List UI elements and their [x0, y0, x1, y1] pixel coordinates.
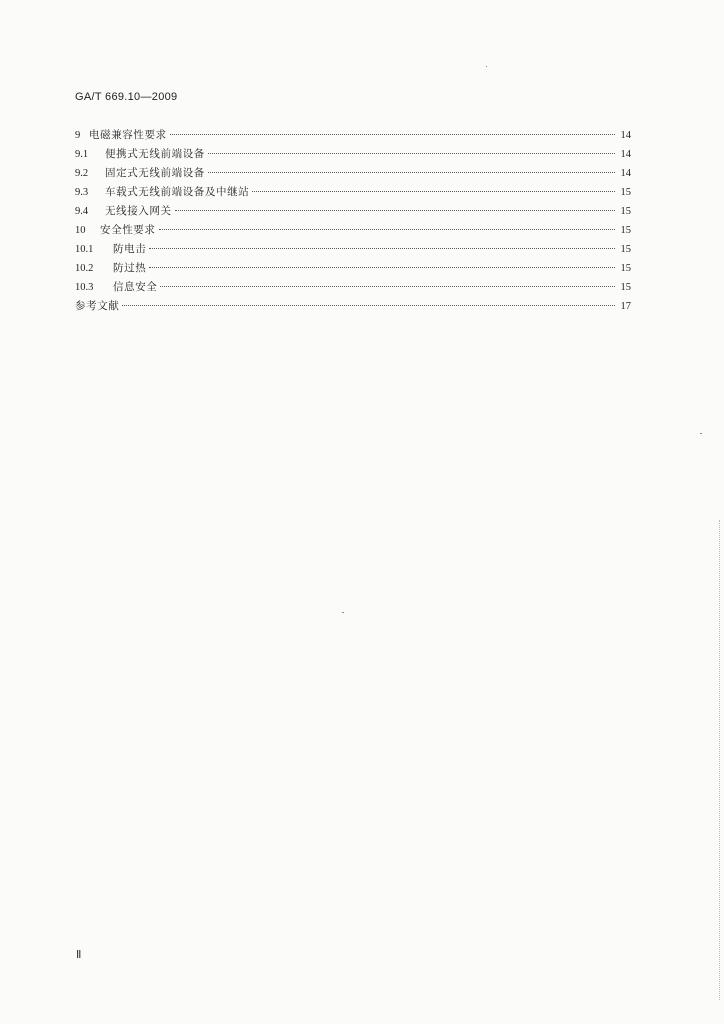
toc-entry-page: 15 — [620, 263, 631, 274]
toc-dot-leader — [149, 247, 615, 249]
toc-entry-page: 14 — [620, 149, 631, 160]
toc-dot-leader — [170, 133, 615, 135]
toc-entry-title: 信息安全 — [113, 281, 158, 293]
toc-dot-leader — [160, 285, 615, 287]
toc-dot-leader — [175, 209, 615, 211]
toc-entry-title: 防电击 — [113, 243, 147, 255]
toc-entry-page: 15 — [620, 244, 631, 255]
toc-entry-title: 防过热 — [113, 262, 147, 274]
toc-entry-number: 10 — [75, 225, 86, 236]
toc-dot-leader — [208, 171, 615, 173]
toc-entry-title: 电磁兼容性要求 — [89, 129, 167, 141]
toc-entry-number: 9.2 — [75, 168, 89, 179]
toc-entry-10-3[interactable] — [75, 278, 631, 297]
toc-entry-number: 9.3 — [75, 187, 89, 198]
scan-speck — [700, 433, 702, 434]
document-standard-code: GA/T 669.10—2009 — [75, 91, 178, 103]
toc-entry-title: 无线接入网关 — [105, 205, 172, 217]
table-of-contents — [75, 126, 631, 316]
toc-entry-title: 安全性要求 — [100, 224, 156, 236]
toc-entry-title: 固定式无线前端设备 — [105, 167, 205, 179]
toc-entry-title: 车载式无线前端设备及中继站 — [105, 186, 250, 198]
toc-entry-9-1[interactable] — [75, 145, 631, 164]
scan-edge-artifact — [719, 520, 721, 1000]
toc-entry-page: 15 — [620, 206, 631, 217]
page-number: Ⅱ — [76, 949, 82, 961]
toc-entry-9-3[interactable] — [75, 183, 631, 202]
toc-entry-page: 15 — [620, 187, 631, 198]
toc-dot-leader — [122, 304, 615, 306]
toc-entry-page: 14 — [620, 130, 631, 141]
toc-entry-page: 14 — [620, 168, 631, 179]
toc-dot-leader — [159, 228, 616, 230]
toc-entry-number: 9 — [75, 130, 81, 141]
toc-entry-title: 参考文献 — [75, 300, 120, 312]
toc-entry-9-2[interactable] — [75, 164, 631, 183]
toc-entry-number: 10.1 — [75, 244, 94, 255]
toc-entry-page: 17 — [620, 301, 631, 312]
toc-dot-leader — [252, 190, 615, 192]
toc-entry-9[interactable] — [75, 126, 631, 145]
scan-speck — [342, 612, 344, 613]
toc-entry-number: 10.3 — [75, 282, 94, 293]
toc-entry-number: 9.1 — [75, 149, 89, 160]
toc-entry-number: 10.2 — [75, 263, 94, 274]
toc-entry-number: 9.4 — [75, 206, 89, 217]
toc-entry-10[interactable] — [75, 221, 631, 240]
toc-entry-page: 15 — [620, 225, 631, 236]
toc-entry-title: 便携式无线前端设备 — [105, 148, 205, 160]
toc-entry-page: 15 — [620, 282, 631, 293]
scan-speck — [486, 66, 487, 67]
toc-dot-leader — [149, 266, 615, 268]
toc-dot-leader — [208, 152, 615, 154]
toc-entry-9-4[interactable] — [75, 202, 631, 221]
toc-entry-10-2[interactable] — [75, 259, 631, 278]
toc-entry-10-1[interactable] — [75, 240, 631, 259]
toc-entry-references[interactable] — [75, 297, 631, 316]
